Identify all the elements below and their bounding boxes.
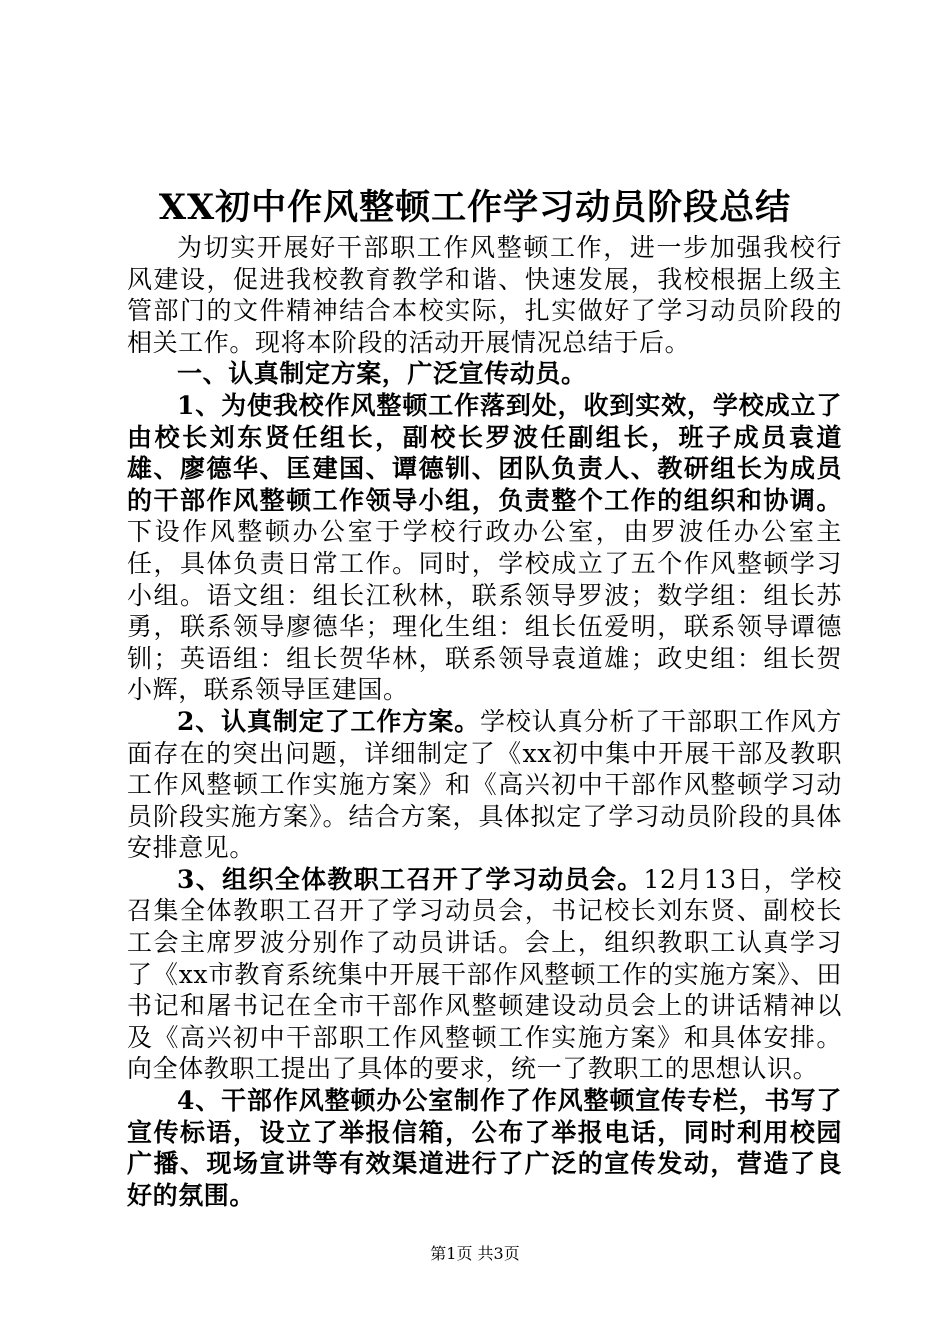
item-4-paragraph: 4、干部作风整顿办公室制作了作风整顿宣传专栏，书写了宣传标语，设立了举报信箱，公布了举报电话，同时利用校园广播、现场宣讲等有效渠道进行了广泛的宣传发动，营造了良好的氛围。 [127,1086,842,1210]
item-2-lead: 2、认真制定了工作方案。 [177,706,480,736]
item-1-lead: 1、为使我校作风整顿工作落到处，收到实效，学校成立了由校长刘东贤任组长，副校长罗波任副组长，班子成员袁道雄、廖德华、匡建国、谭德钏、团队负责人、教研组长为成员的干部作风整顿工作领导小组，负责整个工作的组织和协调。 [127,390,842,515]
page-footer: 第1页 共3页 [430,1244,520,1263]
item-3-text: 12月13日，学校召集全体教职工召开了学习动员会，书记校长刘东贤、副校长工会主席罗波分别作了动员讲话。会上，组织教职工认真学习了《xx市教育系统集中开展干部作风整顿工作的实施方案》、田书记和屠书记在全市干部作风整顿建设动员会上的讲话精神以及《高兴初中干部职工作风整顿工作实施方案》和具体安排。向全体教职工提出了具体的要求，统一了教职工的思想认识。 [127,864,842,1084]
item-3-lead: 3、组织全体教职工召开了学习动员会。 [177,864,644,894]
item-1-paragraph [127,390,842,706]
intro-paragraph: 为切实开展好干部职工作风整顿工作，进一步加强我校行风建设，促进我校教育教学和谐、快速发展，我校根据上级主管部门的文件精神结合本校实际，扎实做好了学习动员阶段的相关工作。现将本阶段的活动开展情况总结于后。 [127,233,842,357]
document-title: XX初中作风整顿工作学习动员阶段总结 [158,187,792,228]
item-3-paragraph [127,864,842,1085]
item-2-text: 学校认真分析了干部职工作风方面存在的突出问题，详细制定了《xx初中集中开展干部及教职工作风整顿工作实施方案》和《高兴初中干部作风整顿学习动员阶段实施方案》。结合方案，具体拟定了学习动员阶段的具体安排意见。 [127,706,842,863]
item-2-paragraph [127,706,842,864]
item-1-text: 下设作风整顿办公室于学校行政办公室，由罗波任办公室主任，具体负责日常工作。同时，学校成立了五个作风整顿学习小组。语文组：组长江秋林，联系领导罗波；数学组：组长苏勇，联系领导廖德华；理化生组：组长伍爱明，联系领导谭德钏；英语组：组长贺华林，联系领导袁道雄；政史组：组长贺小辉，联系领导匡建国。 [127,517,842,705]
section-heading: 一、认真制定方案，广泛宣传动员。 [177,359,587,389]
document-body [127,232,842,1211]
